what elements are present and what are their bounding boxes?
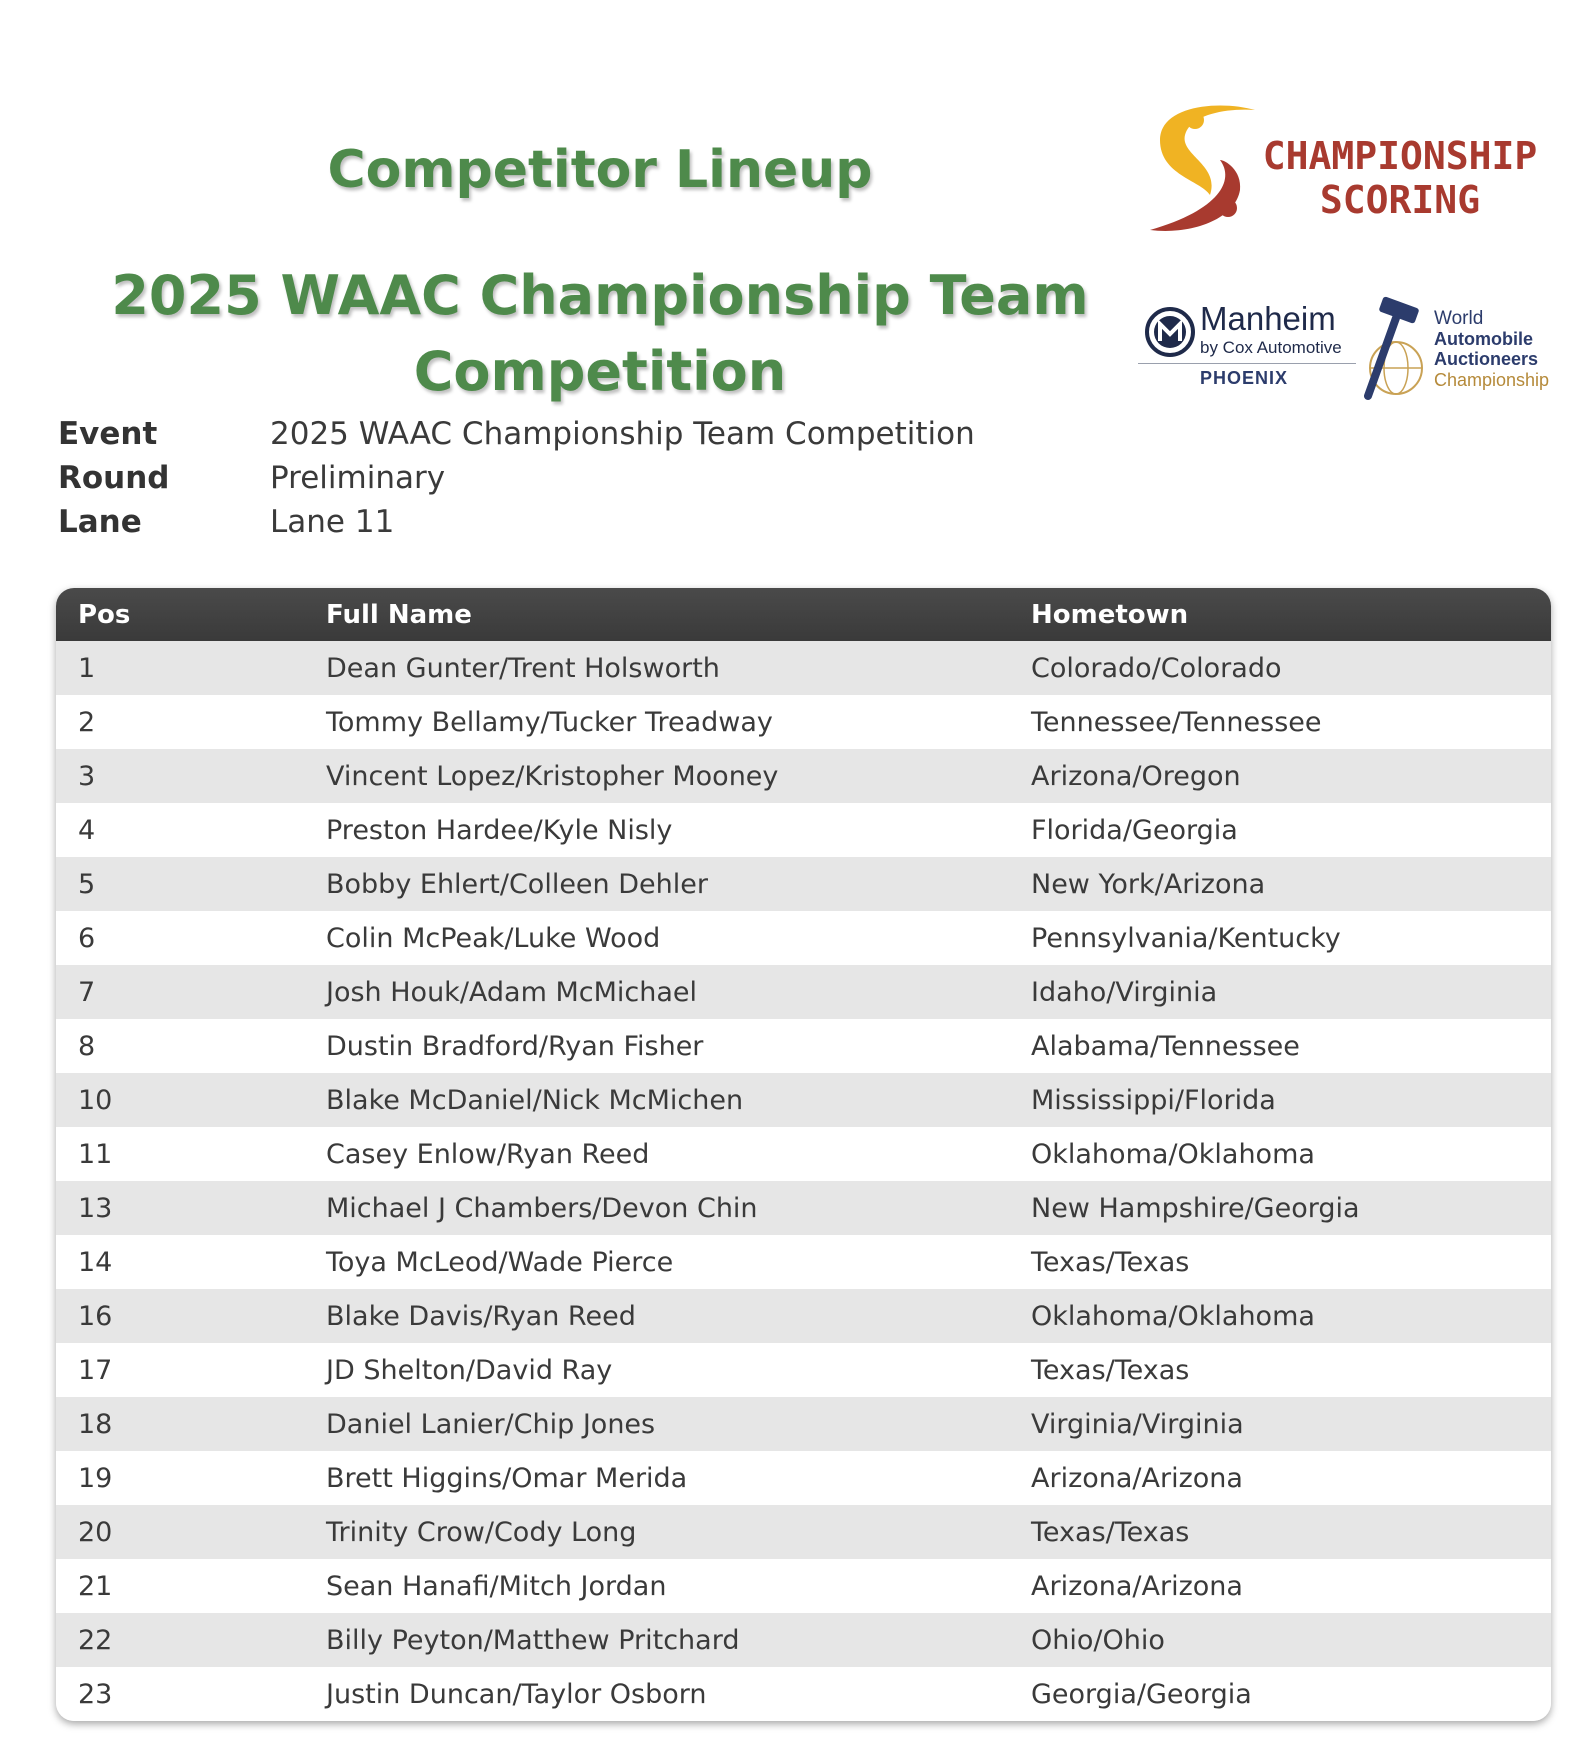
event-label: Event <box>58 416 158 452</box>
table-row <box>56 1289 1551 1343</box>
cell-hometown: New Hampshire/Georgia <box>1031 1192 1360 1224</box>
cell-pos: 7 <box>78 976 96 1008</box>
cell-full-name: Blake Davis/Ryan Reed <box>326 1300 636 1332</box>
table-row <box>56 1181 1551 1235</box>
meta-round-row <box>58 456 975 500</box>
cell-hometown: New York/Arizona <box>1031 868 1266 900</box>
lane-value: Lane 11 <box>270 504 395 540</box>
cell-full-name: JD Shelton/David Ray <box>326 1354 613 1386</box>
meta-event-row <box>58 412 975 456</box>
cell-full-name: Dustin Bradford/Ryan Fisher <box>326 1030 704 1062</box>
cell-pos: 18 <box>78 1408 113 1440</box>
header-full-name: Full Name <box>326 599 472 630</box>
table-row <box>56 1397 1551 1451</box>
table-row <box>56 1613 1551 1667</box>
cell-hometown: Pennsylvania/Kentucky <box>1031 922 1341 954</box>
header-hometown: Hometown <box>1031 599 1189 630</box>
waac-line2: Automobile <box>1434 329 1533 349</box>
cell-full-name: Justin Duncan/Taylor Osborn <box>326 1678 707 1710</box>
cell-hometown: Oklahoma/Oklahoma <box>1031 1300 1315 1332</box>
cell-pos: 5 <box>78 868 96 900</box>
cell-pos: 13 <box>78 1192 113 1224</box>
cell-hometown: Mississippi/Florida <box>1031 1084 1276 1116</box>
table-row <box>56 1127 1551 1181</box>
cell-hometown: Ohio/Ohio <box>1031 1624 1165 1656</box>
cell-hometown: Arizona/Oregon <box>1031 760 1241 792</box>
cell-hometown: Texas/Texas <box>1031 1354 1190 1386</box>
cell-full-name: Daniel Lanier/Chip Jones <box>326 1408 656 1440</box>
manheim-city: PHOENIX <box>1200 368 1289 388</box>
manheim-logo <box>1138 300 1358 400</box>
round-label: Round <box>58 460 170 496</box>
cell-hometown: Arizona/Arizona <box>1031 1570 1243 1602</box>
cell-full-name: Michael J Chambers/Devon Chin <box>326 1192 758 1224</box>
waac-logo <box>1358 296 1558 406</box>
table-body <box>56 641 1551 1721</box>
table-row <box>56 695 1551 749</box>
cell-hometown: Tennessee/Tennessee <box>1031 706 1322 738</box>
cell-pos: 17 <box>78 1354 113 1386</box>
event-meta <box>58 412 975 544</box>
cell-hometown: Texas/Texas <box>1031 1246 1190 1278</box>
table-row <box>56 1343 1551 1397</box>
championship-scoring-wordmark <box>1245 134 1555 222</box>
cell-pos: 2 <box>78 706 96 738</box>
cell-pos: 1 <box>78 652 96 684</box>
cell-full-name: Trinity Crow/Cody Long <box>326 1516 637 1548</box>
cell-pos: 3 <box>78 760 96 792</box>
waac-line4: Championship <box>1434 370 1550 390</box>
cell-hometown: Colorado/Colorado <box>1031 652 1282 684</box>
waac-line1: World <box>1434 308 1484 329</box>
championship-scoring-logo <box>1140 100 1560 260</box>
table-row <box>56 1559 1551 1613</box>
meta-lane-row <box>58 500 975 544</box>
page-title: Competitor Lineup <box>327 140 873 200</box>
cell-pos: 20 <box>78 1516 113 1548</box>
cell-pos: 16 <box>78 1300 113 1332</box>
gavel-globe-icon <box>1358 296 1438 406</box>
cell-full-name: Colin McPeak/Luke Wood <box>326 922 661 954</box>
cell-full-name: Dean Gunter/Trent Holsworth <box>326 652 720 684</box>
cell-full-name: Casey Enlow/Ryan Reed <box>326 1138 650 1170</box>
cell-pos: 4 <box>78 814 96 846</box>
event-heading <box>100 258 1100 410</box>
cell-hometown: Georgia/Georgia <box>1031 1678 1252 1710</box>
cell-pos: 8 <box>78 1030 96 1062</box>
cell-pos: 23 <box>78 1678 113 1710</box>
lineup-table <box>56 588 1551 1721</box>
table-row <box>56 641 1551 695</box>
cell-hometown: Virginia/Virginia <box>1031 1408 1244 1440</box>
cell-full-name: Preston Hardee/Kyle Nisly <box>326 814 673 846</box>
table-header <box>56 588 1551 641</box>
table-row <box>56 1451 1551 1505</box>
cs-line2: SCORING <box>1319 178 1481 222</box>
cell-hometown: Florida/Georgia <box>1031 814 1238 846</box>
cell-pos: 19 <box>78 1462 113 1494</box>
cell-pos: 21 <box>78 1570 113 1602</box>
cell-full-name: Sean Hanafi/Mitch Jordan <box>326 1570 667 1602</box>
cell-full-name: Vincent Lopez/Kristopher Mooney <box>326 760 779 792</box>
table-row <box>56 1667 1551 1721</box>
cell-full-name: Billy Peyton/Matthew Pritchard <box>326 1624 740 1656</box>
cell-hometown: Alabama/Tennessee <box>1031 1030 1300 1062</box>
cell-full-name: Brett Higgins/Omar Merida <box>326 1462 688 1494</box>
round-value: Preliminary <box>270 460 446 496</box>
event-value: 2025 WAAC Championship Team Competition <box>270 416 975 452</box>
cell-hometown: Texas/Texas <box>1031 1516 1190 1548</box>
manheim-m-icon <box>1144 306 1196 358</box>
header-pos: Pos <box>78 599 131 630</box>
manheim-name: Manheim <box>1200 300 1336 337</box>
cell-full-name: Tommy Bellamy/Tucker Treadway <box>326 706 773 738</box>
cell-pos: 6 <box>78 922 96 954</box>
manheim-sub: by Cox Automotive <box>1200 338 1342 357</box>
cell-pos: 22 <box>78 1624 113 1656</box>
cell-pos: 11 <box>78 1138 113 1170</box>
cell-full-name: Josh Houk/Adam McMichael <box>326 976 698 1008</box>
table-row <box>56 1505 1551 1559</box>
table-row <box>56 965 1551 1019</box>
manheim-divider <box>1138 363 1356 364</box>
cell-pos: 14 <box>78 1246 113 1278</box>
event-heading-line1: 2025 WAAC Championship Team <box>111 264 1089 327</box>
cell-hometown: Oklahoma/Oklahoma <box>1031 1138 1315 1170</box>
cell-hometown: Arizona/Arizona <box>1031 1462 1243 1494</box>
event-heading-line2: Competition <box>413 340 787 403</box>
table-row <box>56 1073 1551 1127</box>
table-row <box>56 749 1551 803</box>
table-row <box>56 911 1551 965</box>
cell-full-name: Blake McDaniel/Nick McMichen <box>326 1084 744 1116</box>
lane-label: Lane <box>58 504 142 540</box>
table-row <box>56 1019 1551 1073</box>
cell-full-name: Bobby Ehlert/Colleen Dehler <box>326 868 708 900</box>
cell-hometown: Idaho/Virginia <box>1031 976 1218 1008</box>
cell-full-name: Toya McLeod/Wade Pierce <box>326 1246 674 1278</box>
table-row <box>56 857 1551 911</box>
table-row <box>56 803 1551 857</box>
waac-line3: Auctioneers <box>1434 349 1539 369</box>
cs-line1: CHAMPIONSHIP <box>1262 134 1538 178</box>
cell-pos: 10 <box>78 1084 113 1116</box>
table-row <box>56 1235 1551 1289</box>
